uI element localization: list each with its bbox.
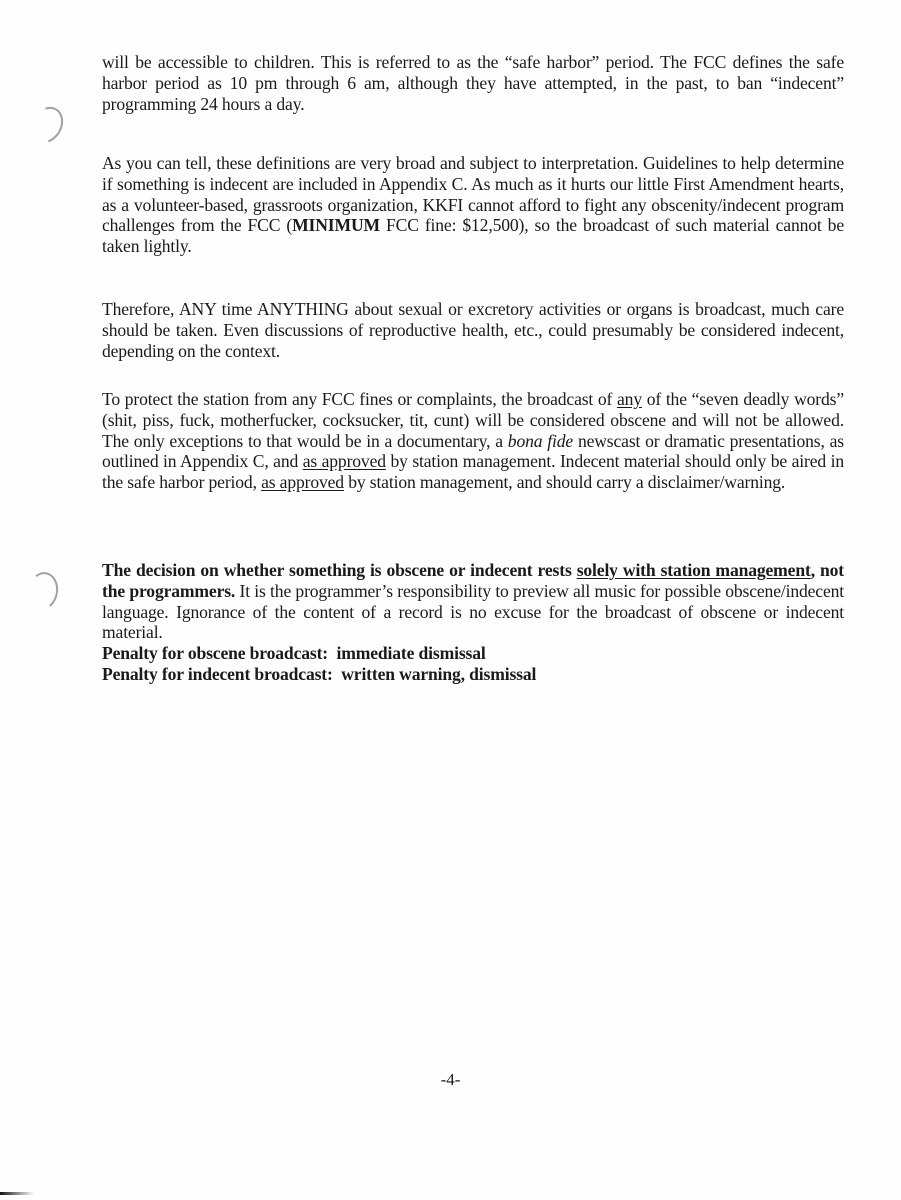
- bold-text: The decision on whether something is obscene or indecent rests: [102, 560, 577, 580]
- paragraph-safe-harbor: [102, 52, 844, 114]
- text-run: by station management. Indecent material should only be aired in the safe harbor period,: [102, 451, 844, 493]
- penalty-value: written warning, dismissal: [341, 663, 537, 684]
- paragraph-text: Therefore, ANY time ANYTHING about sexual or excretory activities or organs is broadcast, much care should be taken. Even discussions of reproductive health, etc., could presumably be considered indecent, depending on the context.: [102, 299, 844, 361]
- italic-text: bona fide: [507, 430, 574, 451]
- text-run: FCC fine: $12,500), so the broadcast of such material cannot be taken lightly.: [102, 215, 844, 257]
- underlined-text: any: [617, 389, 642, 409]
- text-run: by station management, and should carry a disclaimer/warning.: [343, 472, 786, 493]
- paragraph-decision: [102, 560, 844, 685]
- scan-artifact: [0, 1192, 34, 1195]
- penalty-label: Penalty for obscene broadcast:: [102, 643, 328, 664]
- bold-text: MINIMUM: [292, 215, 380, 236]
- penalty-label: Penalty for indecent broadcast:: [102, 663, 333, 684]
- bold-text: , not the programmers.: [102, 560, 844, 601]
- penalty-indecent: [102, 664, 844, 685]
- underlined-text: as approved: [261, 472, 344, 493]
- paragraph-text: [102, 389, 844, 493]
- penalty-value: immediate dismissal: [336, 643, 486, 664]
- paragraph-text: will be accessible to children. This is referred to as the “safe harbor” period. The FCC defines the safe harbor period as 10 pm through 6 am, although they have attempted, in the past, to ban “indecent” programming 24 hours a day.: [102, 52, 844, 114]
- paragraph-definitions: [102, 153, 844, 257]
- punch-hole-mark: [25, 101, 70, 149]
- text-run: newscast or dramatic presentations, as outlined in Appendix C, and: [102, 430, 844, 472]
- text-run: To protect the station from any FCC fines or complaints, the broadcast of: [102, 389, 618, 409]
- paragraph-care: [102, 299, 844, 361]
- paragraph-seven-words: [102, 389, 844, 493]
- paragraph-text: [102, 560, 844, 643]
- text-run: It is the programmer’s responsibility to preview all music for possible obscene/indecent language. Ignorance of the content of a record is no excuse for the broadcast of obscene or indecent material.: [102, 580, 844, 643]
- text-run: As you can tell, these definitions are very broad and subject to interpretation. Guidelines to help determine if something is indecent are included in Appendix C. As much as it hurts our little First Amendment hearts, as a volunteer-based, grassroots organization, KKFI cannot afford to fight any obscenity/indecent program challenges from the FCC (: [102, 153, 844, 236]
- paragraph-text: [102, 153, 844, 257]
- bold-underlined-text: solely with station management: [576, 560, 811, 580]
- page-number: -4-: [440, 1070, 461, 1089]
- punch-hole-mark: [25, 570, 61, 613]
- penalty-obscene: [102, 643, 844, 664]
- underlined-text: as approved: [302, 451, 386, 472]
- text-run: of the “seven deadly words” (shit, piss, fuck, motherfucker, cocksucker, tit, cunt) will be considered obscene and will not be allowed. The only exceptions to that would be in a documentary, a: [102, 389, 844, 451]
